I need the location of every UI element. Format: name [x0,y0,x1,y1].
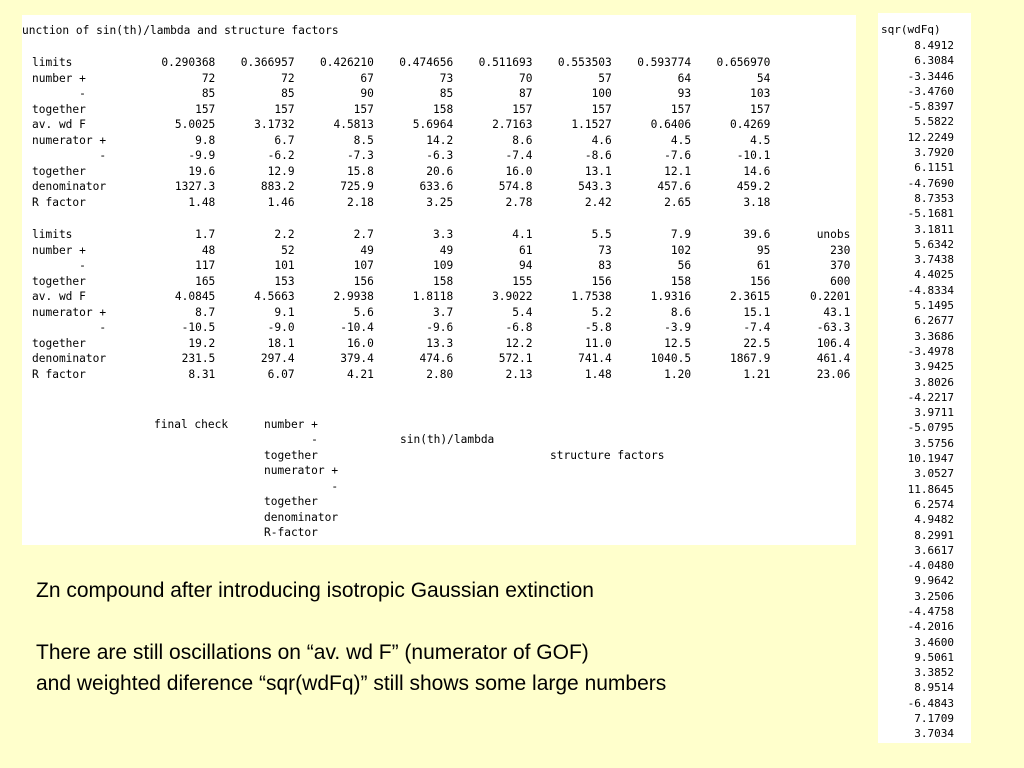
table-cell: 5.6 [353,305,374,319]
sqr-wdfq-value: 7.1709 [914,712,954,726]
table-cell: 8.7 [195,305,216,319]
table-cell: 2.7163 [492,118,533,131]
table-cell: 230 [830,243,851,257]
sqr-wdfq-value: 3.2506 [914,589,954,603]
final-check-label: R-factor [264,526,318,539]
row-label: - [32,259,86,272]
table-cell: 100 [591,87,612,100]
table-cell: 94 [519,259,533,272]
table-row [32,148,770,164]
table-row [32,351,850,367]
table-cell: 23.06 [816,367,851,381]
sqr-wdfq-title: sqr(wdFq) [881,23,941,36]
slide-caption [36,575,866,699]
table-cell: 39.6 [743,228,771,241]
panel-title: unction of sin(th)/lambda and structure factors [22,24,339,37]
table-cell: 158 [670,274,692,288]
table-row [32,195,770,211]
table-cell: -8.6 [584,149,612,162]
final-check-row [22,479,339,495]
sqr-wdfq-value: 3.4600 [914,635,954,649]
table-cell: 370 [830,259,851,272]
final-check-label: denominator [264,510,339,524]
table-cell: 101 [274,259,295,272]
table-cell: 61 [519,243,533,257]
final-check-row [22,525,318,541]
row-label: number + [32,71,86,85]
final-check-label: - [264,433,318,446]
row-label: R factor [32,195,86,209]
table-cell: 6.7 [274,133,295,147]
table-cell: 5.2 [591,305,612,319]
table-cell: 14.6 [743,164,771,178]
table-cell: 8.6 [512,133,533,147]
table-row [32,55,770,71]
table-cell: 0.366957 [240,56,295,69]
final-check-title: final check [154,417,229,431]
table-row [32,336,850,352]
table-sin-th-lambda [32,55,770,210]
table-cell: 0.4269 [729,118,771,131]
sqr-wdfq-value: -4.4758 [907,604,954,618]
table-row [32,164,770,180]
table-cell: -6.8 [505,321,533,334]
caption-line-3: and weighted diference “sqr(wdFq)” still shows some large numbers [36,672,667,695]
table-cell: 64 [677,71,692,85]
table-cell: 0.593774 [637,56,692,69]
row-label: denominator [32,180,107,193]
final-check-row [22,510,339,526]
table-cell: 883.2 [260,180,295,193]
table-cell: 19.2 [188,336,216,350]
table-row [32,117,770,133]
table-cell: 2.80 [426,367,454,381]
final-check-row [22,463,339,479]
table-cell: 54 [756,71,771,85]
table-cell: -63.3 [816,321,851,334]
table-cell: 70 [519,71,533,85]
table-cell: 3.3 [432,228,454,241]
table-cell: 20.6 [426,164,454,178]
row-label: together [32,102,86,116]
table-cell: 600 [830,274,851,288]
sqr-wdfq-value: 3.3852 [914,666,954,680]
table-cell: 12.2 [505,336,533,350]
final-check-label: numerator + [264,464,339,477]
table-cell: 18.1 [267,336,295,350]
table-cell: 156 [750,274,771,288]
table-cell: 157 [591,102,612,116]
table-cell: 49 [360,243,374,257]
sqr-wdfq-value: 3.0527 [914,467,954,481]
table-cell: 4.5 [670,133,692,147]
sqr-wdfq-value: 8.4912 [914,39,954,52]
table-cell: 4.21 [346,367,374,381]
sqr-wdfq-value: 3.8026 [914,375,954,389]
table-row [32,71,770,87]
table-cell: 231.5 [181,352,216,365]
table-cell: 9.1 [274,305,295,319]
table-cell: 90 [360,87,374,100]
sqr-wdfq-value: -3.4760 [907,84,954,98]
table-cell: 16.0 [346,336,374,350]
sqr-wdfq-value: -5.0795 [907,421,954,435]
sqr-wdfq-value: -4.2016 [907,620,954,634]
table-row [32,102,770,118]
table-cell: 474.6 [419,352,454,365]
table-row [32,289,850,305]
table-cell: -7.4 [743,321,771,334]
row-label: number + [32,243,86,257]
table-row [32,227,850,243]
table-cell: 5.6964 [412,118,454,131]
sqr-wdfq-value: 3.7920 [914,146,954,160]
table-cell: 73 [598,243,612,257]
table-cell: 4.5813 [333,118,374,131]
table-cell: 15.8 [346,164,374,178]
sqr-wdfq-value: 6.1151 [914,161,954,175]
table-cell: 156 [591,274,612,288]
table-row [32,243,850,259]
row-label: - [32,87,86,100]
table-cell: 459.2 [736,180,771,193]
final-check-label: together [264,448,318,462]
row-label: limits [32,56,73,69]
final-check-label: together [264,495,318,508]
sqr-wdfq-value: -3.4978 [907,344,954,358]
caption-line-2: There are still oscillations on “av. wd F” (numerator of GOF) [36,641,589,664]
table-cell: 1867.9 [729,352,771,365]
sqr-wdfq-value: -5.8397 [907,100,954,114]
table-cell: 106.4 [816,336,851,350]
table-cell: 9.8 [195,133,216,147]
sqr-wdfq-value: 8.9514 [914,681,954,695]
table-cell: 6.07 [267,367,295,381]
final-check-label: - [264,479,339,493]
table-cell: 43.1 [823,305,851,319]
row-label: av. wd F [32,290,86,303]
table-cell: 4.5663 [254,290,295,303]
table-cell: 2.13 [505,367,533,381]
table-cell: 61 [756,259,771,272]
table-cell: 57 [598,71,612,85]
final-check-col2-header: structure factors [550,448,665,462]
table-cell: 457.6 [657,180,692,193]
table-cell: 158 [432,274,454,288]
table-cell: 48 [201,243,216,257]
table-cell: 725.9 [340,180,374,193]
table-cell: 12.1 [664,164,692,178]
table-cell: 1040.5 [650,352,692,365]
table-cell: -7.4 [505,149,533,162]
table-cell: -9.0 [267,321,295,334]
sqr-wdfq-panel [878,13,971,743]
table-cell: 52 [281,243,295,257]
table-row [32,133,770,149]
sqr-wdfq-value: 4.9482 [914,513,954,527]
table-cell: 297.4 [260,352,295,365]
table-cell: -9.9 [188,149,216,162]
table-cell: 16.0 [505,164,533,178]
table-row [32,258,850,274]
table-cell: 1.48 [188,195,216,209]
table-cell: 95 [756,243,771,257]
table-cell: 1327.3 [174,180,216,193]
row-label: numerator + [32,133,107,147]
row-label: together [32,164,86,178]
sqr-wdfq-value: 9.5061 [914,650,954,664]
table-cell: 543.3 [578,180,612,193]
table-cell: 7.9 [670,228,692,241]
table-cell: 2.65 [664,195,692,209]
row-label: together [32,274,86,288]
table-cell: 157 [750,102,771,116]
caption-line-1: Zn compound after introducing isotropic Gaussian extinction [36,579,594,602]
row-label: - [32,321,107,334]
table-cell: 3.18 [743,195,771,209]
table-cell: -10.1 [736,149,771,162]
sqr-wdfq-value: -5.1681 [907,207,954,221]
table-cell: 15.1 [743,305,771,319]
table-cell: 72 [201,71,216,85]
table-cell: 0.2201 [809,290,851,303]
table-cell: 2.18 [346,195,374,209]
sqr-wdfq-value: 3.9425 [914,360,954,374]
table-cell: 117 [195,259,216,272]
sqr-wdfq-value: 8.2991 [914,528,954,542]
table-cell: 3.7 [432,305,454,319]
table-cell: 2.7 [353,228,374,241]
table-cell: -6.3 [426,149,454,162]
table-cell: 107 [353,259,374,272]
sqr-wdfq-value: 3.5756 [914,436,954,450]
table-cell: 0.426210 [320,56,374,69]
sqr-wdfq-value: -3.3446 [907,69,954,83]
table-cell: 156 [353,274,374,288]
sqr-wdfq-value: 11.8645 [907,482,954,496]
final-check-row [22,432,318,448]
table-cell: 5.4 [512,305,533,319]
output-screenshot-panel [22,15,856,545]
sqr-wdfq-value: -4.2217 [907,390,954,404]
final-check-label: number + [264,417,318,431]
sqr-wdfq-value: 5.5822 [914,115,954,129]
table-cell: 1.20 [664,367,692,381]
table-cell: 103 [750,87,771,100]
table-cell: 157 [274,102,295,116]
table-cell: 12.9 [267,164,295,178]
table-cell: 56 [677,259,692,272]
row-label: limits [32,228,73,241]
table-cell: 2.78 [505,195,533,209]
table-cell: 85 [201,87,216,100]
table-cell: 1.46 [267,195,295,209]
table-cell: 4.0845 [174,290,216,303]
table-cell: 1.48 [584,367,612,381]
row-label: together [32,336,86,350]
sqr-wdfq-value: 6.2677 [914,314,954,328]
table-cell: 4.6 [591,133,612,147]
table-row [32,320,850,336]
table-cell: 3.25 [426,195,454,209]
table-cell: 0.6406 [650,118,692,131]
table-cell: 157 [670,102,692,116]
final-check-col1-header: sin(th)/lambda [400,433,495,446]
table-cell: 4.5 [750,133,771,147]
sqr-wdfq-value: 9.9642 [914,574,954,588]
table-cell: 2.2 [274,228,295,241]
table-cell: 1.7 [195,228,216,241]
table-cell: 157 [353,102,374,116]
final-check-row [22,494,318,510]
table-cell: 93 [677,87,692,100]
table-cell: 8.5 [353,133,374,147]
table-cell: 5.5 [591,228,612,241]
sqr-wdfq-value: -4.0480 [907,559,954,573]
table-row [32,305,850,321]
table-cell: 102 [670,243,692,257]
row-label: numerator + [32,305,107,319]
table-cell: 572.1 [498,352,533,365]
table-cell: -10.4 [340,321,374,334]
table-cell: -10.5 [181,321,216,334]
table-cell: 155 [512,274,533,288]
table-cell: 0.290368 [161,56,216,69]
table-cell: 67 [360,71,374,85]
sqr-wdfq-value: -6.4843 [907,696,954,710]
sqr-wdfq-value: 3.7438 [914,253,954,267]
table-cell: 0.553503 [557,56,612,69]
table-cell: 109 [432,259,454,272]
sqr-wdfq-value: 10.1947 [907,452,954,466]
row-label: R factor [32,367,86,381]
table-cell: -9.6 [426,321,454,334]
table-cell: unobs [816,228,851,241]
sqr-wdfq-value: 3.6617 [914,543,954,557]
table-cell: 157 [512,102,533,116]
table-cell: 49 [439,243,454,257]
sqr-wdfq-value: -4.7690 [907,176,954,190]
sqr-wdfq-value: 3.3686 [914,329,954,343]
table-cell: 633.6 [419,180,454,193]
table-cell: -7.3 [346,149,374,162]
table-cell: 0.656970 [716,56,771,69]
sqr-wdfq-value: 6.2574 [914,497,954,511]
table-cell: 85 [281,87,295,100]
table-cell: 461.4 [816,352,851,365]
table-cell: 158 [432,102,454,116]
table-cell: 0.511693 [478,56,533,69]
table-cell: 1.9316 [650,290,692,303]
sqr-wdfq-value: 5.1495 [914,299,954,313]
sqr-wdfq-value: 12.2249 [907,130,954,144]
sqr-wdfq-value: 6.3084 [914,54,954,68]
sqr-wdfq-value: 3.9711 [914,406,954,420]
table-cell: 73 [439,71,454,85]
table-cell: 3.9022 [492,290,533,303]
row-label: av. wd F [32,118,86,131]
table-cell: -5.8 [584,321,612,334]
table-cell: 0.474656 [399,56,454,69]
table-cell: 85 [439,87,454,100]
table-cell: 19.6 [188,164,216,178]
table-cell: 11.0 [584,336,612,350]
table-cell: 8.6 [670,305,692,319]
table-cell: 5.0025 [174,118,216,131]
table-cell: 13.1 [584,164,612,178]
table-cell: 3.1732 [254,118,295,131]
table-cell: 1.7538 [571,290,612,303]
table-cell: 83 [598,259,612,272]
table-cell: -6.2 [267,149,295,162]
table-cell: 153 [274,274,295,288]
sqr-wdfq-value: 3.7034 [914,727,954,741]
final-check-row [22,448,318,464]
table-cell: 12.5 [664,336,692,350]
table-cell: 1.21 [743,367,771,381]
table-cell: 379.4 [340,352,374,365]
table-cell: 22.5 [743,336,771,350]
table-cell: 1.8118 [412,290,454,303]
table-cell: 8.31 [188,367,216,381]
table-cell: 1.1527 [571,118,612,131]
row-label: denominator [32,352,107,365]
sqr-wdfq-value: -4.8334 [907,283,954,297]
table-cell: 741.4 [578,352,612,365]
table-row [32,367,850,383]
sqr-wdfq-value: 8.7353 [914,191,954,205]
table-cell: -7.6 [664,149,692,162]
table-row [32,274,850,290]
sqr-wdfq-value: 4.4025 [914,268,954,282]
table-cell: -3.9 [664,321,692,334]
table-cell: 87 [519,87,533,100]
table-cell: 2.42 [584,195,612,209]
table-cell: 157 [195,102,216,116]
table-cell: 165 [195,274,216,288]
sqr-wdfq-value: 3.1811 [914,222,954,236]
sqr-wdfq-list [908,38,954,742]
table-row [32,86,770,102]
table-cell: 72 [281,71,295,85]
table-structure-factors [32,227,850,382]
table-cell: 14.2 [426,133,454,147]
final-check-section [22,401,665,541]
table-cell: 13.3 [426,336,454,350]
table-cell: 574.8 [498,180,533,193]
table-cell: 2.9938 [333,290,374,303]
table-row [32,179,770,195]
row-label: - [32,149,107,162]
table-cell: 2.3615 [729,290,771,303]
table-cell: 4.1 [512,228,533,241]
sqr-wdfq-value: 5.6342 [914,237,954,251]
